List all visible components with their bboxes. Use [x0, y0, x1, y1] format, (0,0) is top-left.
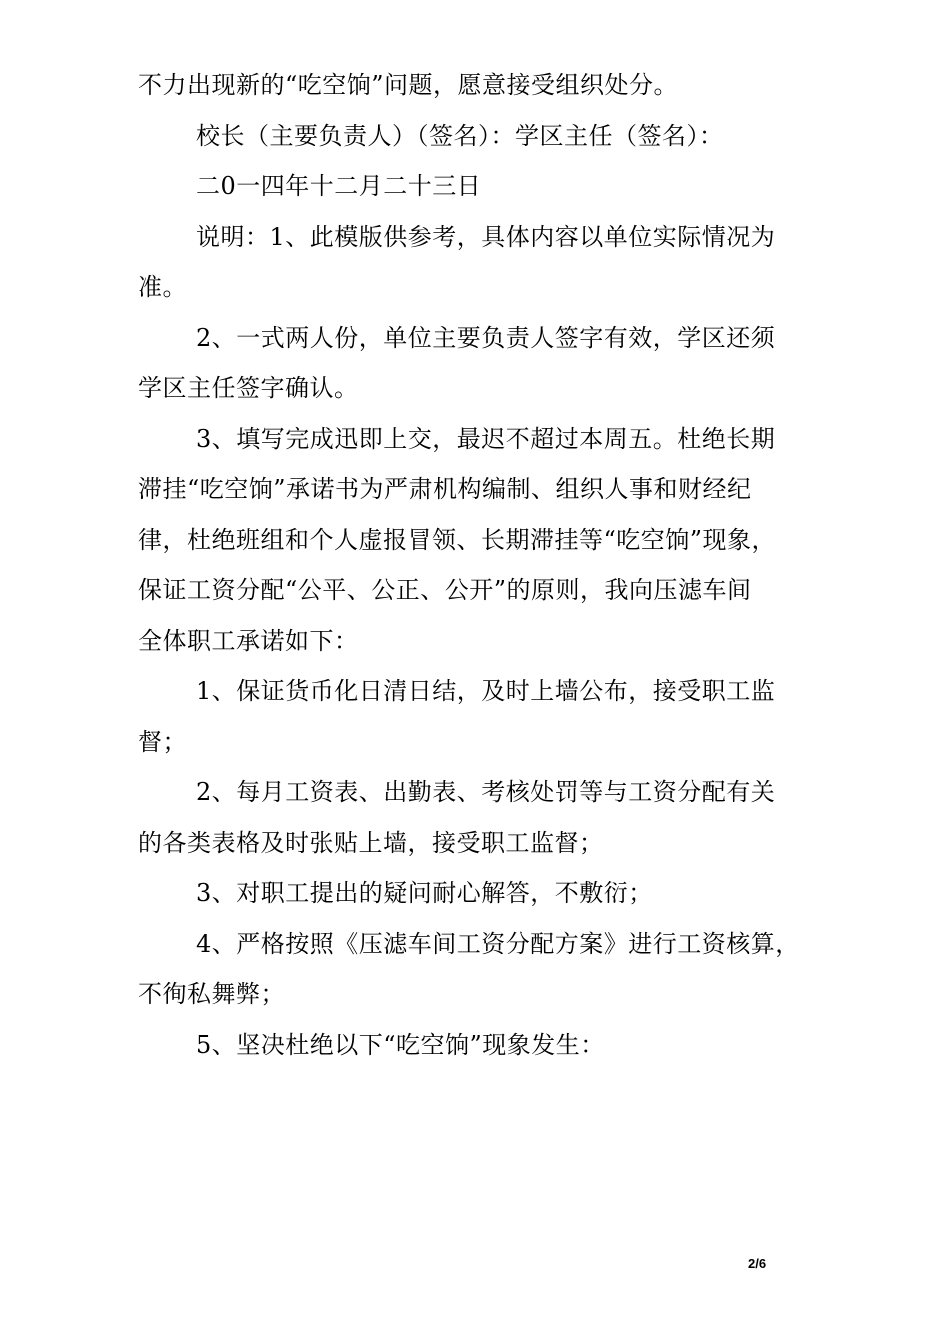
text-line: 2、每月工资表、出勤表、考核处罚等与工资分配有关: [196, 778, 776, 806]
text-line: 学区主任签字确认。: [138, 374, 359, 402]
text-line: 1、保证货币化日清日结，及时上墙公布，接受职工监: [196, 677, 776, 705]
text-line: 全体职工承诺如下：: [138, 626, 359, 655]
text-line: 5、坚决杜绝以下“吃空饷”现象发生：: [196, 1030, 605, 1059]
text-line: 不力出现新的“吃空饷”问题，愿意接受组织处分。: [138, 71, 679, 99]
text-line: 4、严格按照《压滤车间工资分配方案》进行工资核算，: [196, 929, 800, 958]
text-line: 律，杜绝班组和个人虚报冒领、长期滞挂等“吃空饷”现象，: [138, 525, 777, 554]
text-line: 保证工资分配“公平、公正、公开”的原则，我向压滤车间: [138, 576, 752, 604]
body-text: [138, 60, 814, 1070]
page-number: 2/6: [748, 1256, 767, 1271]
text-line: 准。: [138, 273, 187, 301]
text-line: 校长（主要负责人）（签名）：学区主任（签名）：: [196, 121, 724, 150]
text-line: 3、填写完成迅即上交，最迟不超过本周五。杜绝长期: [196, 424, 776, 453]
text-line: 说明：1、此模版供参考，具体内容以单位实际情况为: [196, 222, 776, 251]
text-line: 的各类表格及时张贴上墙，接受职工监督；: [138, 828, 604, 857]
text-line: 督；: [138, 727, 187, 756]
text-line: 滞挂“吃空饷”承诺书为严肃机构编制、组织人事和财经纪: [138, 475, 752, 503]
text-line: 3、对职工提出的疑问耐心解答，不敷衍；: [196, 879, 653, 907]
text-line: 二0一四年十二月二十三日: [196, 172, 482, 200]
text-line: 2、一式两人份，单位主要负责人签字有效，学区还须: [196, 323, 776, 352]
text-line: 不徇私舞弊；: [138, 980, 285, 1008]
